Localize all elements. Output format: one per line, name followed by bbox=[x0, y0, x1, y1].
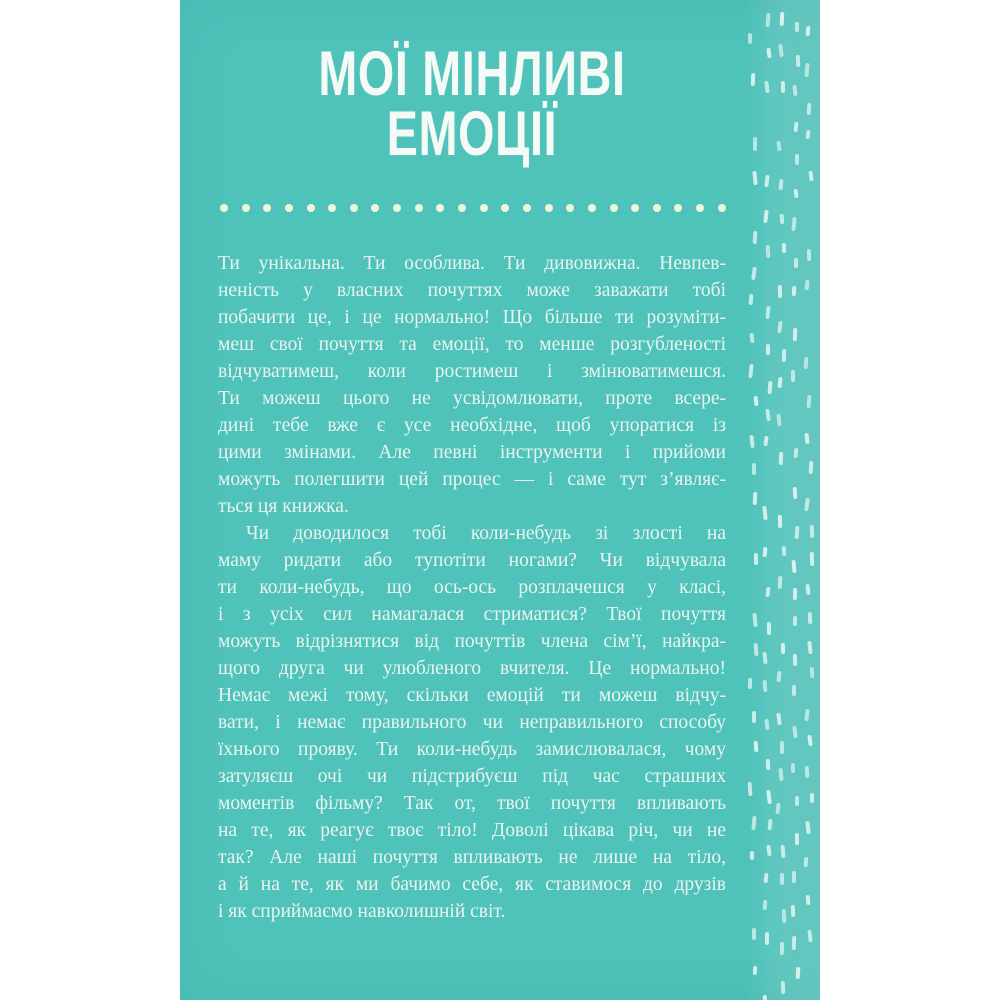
dash-mark bbox=[795, 833, 799, 845]
dash-mark bbox=[806, 894, 811, 904]
text-line: вати, і немає правильного чи неправильного способу bbox=[218, 712, 726, 733]
page-title bbox=[284, 39, 660, 169]
dash-mark bbox=[766, 622, 770, 635]
dash-mark bbox=[752, 613, 757, 627]
dash-mark bbox=[792, 286, 797, 296]
dash-mark bbox=[750, 851, 754, 860]
title-line: ЕМОЦІЇ bbox=[386, 99, 558, 169]
separator-dot bbox=[674, 204, 682, 212]
dash-mark bbox=[795, 796, 799, 806]
dash-mark bbox=[763, 547, 768, 557]
dash-mark bbox=[751, 73, 756, 86]
dash-mark bbox=[807, 640, 812, 654]
separator-dot bbox=[350, 204, 358, 212]
dash-mark bbox=[780, 873, 784, 885]
dash-mark bbox=[749, 434, 754, 447]
text-line: меш свої почуття та емоції, то менше розгубленості bbox=[218, 334, 726, 355]
separator-dot bbox=[545, 204, 553, 212]
dash-mark bbox=[765, 932, 769, 945]
dash-mark bbox=[777, 320, 783, 332]
dash-mark bbox=[778, 377, 783, 388]
separator-dot bbox=[285, 204, 293, 212]
dash-mark bbox=[762, 505, 767, 519]
dash-mark bbox=[794, 121, 799, 131]
dash-mark bbox=[791, 763, 796, 774]
separator-dot bbox=[458, 204, 466, 212]
text-line: і як сприймаємо навколишній світ. bbox=[218, 901, 506, 922]
dash-mark bbox=[763, 900, 768, 910]
text-line: Ти унікальна. Ти особлива. Ти дивовижна. Невпев- bbox=[218, 253, 726, 274]
dash-mark bbox=[778, 576, 783, 589]
text-line: цими змінами. Але певні інструменти і прийоми bbox=[218, 442, 726, 463]
dash-mark bbox=[778, 515, 782, 528]
dash-mark bbox=[780, 942, 784, 955]
dash-mark bbox=[807, 249, 811, 261]
dash-mark bbox=[763, 873, 768, 884]
dash-mark bbox=[764, 175, 770, 187]
dash-mark bbox=[776, 414, 781, 426]
dash-mark bbox=[794, 526, 799, 540]
dash-mark bbox=[765, 81, 771, 93]
dash-mark bbox=[806, 584, 811, 595]
separator-dot bbox=[307, 204, 315, 212]
text-line: маму ридати або тупотіти ногами? Чи відчувала bbox=[218, 550, 726, 571]
text-line: а й на те, як ми бачимо себе, як ставимося до друзів bbox=[218, 874, 726, 895]
dash-mark bbox=[767, 818, 772, 829]
dash-mark bbox=[807, 102, 812, 114]
dash-mark bbox=[793, 486, 798, 498]
dash-mark bbox=[752, 711, 756, 723]
dash-mark bbox=[796, 55, 800, 67]
dash-mark bbox=[777, 285, 781, 298]
dash-mark bbox=[780, 981, 785, 994]
separator-dot bbox=[480, 204, 488, 212]
separator-dot bbox=[566, 204, 574, 212]
text-line: так? Але наші почуття впливають не лише на тіло, bbox=[218, 847, 726, 868]
dash-mark bbox=[791, 560, 796, 573]
dash-mark bbox=[753, 643, 758, 656]
dash-mark bbox=[782, 243, 786, 253]
dash-mark bbox=[810, 552, 814, 566]
dash-mark bbox=[807, 735, 812, 746]
separator-dot bbox=[393, 204, 401, 212]
dash-mark bbox=[793, 588, 797, 600]
dash-mark bbox=[793, 447, 798, 457]
dash-mark bbox=[763, 210, 768, 223]
dash-mark bbox=[766, 789, 772, 803]
dash-mark bbox=[764, 719, 769, 730]
text-line: відчуватимеш, коли ростимеш і змінюватимешся. bbox=[218, 361, 726, 382]
dash-mark bbox=[792, 85, 797, 96]
separator-dot bbox=[718, 204, 726, 212]
dash-mark bbox=[805, 280, 810, 291]
dash-mark bbox=[780, 845, 785, 859]
dash-mark bbox=[792, 725, 798, 738]
separator-dot bbox=[653, 204, 661, 212]
separator-dot bbox=[588, 204, 596, 212]
dash-mark bbox=[795, 22, 799, 32]
dash-mark bbox=[795, 967, 800, 979]
separator-dot bbox=[371, 204, 379, 212]
dash-mark bbox=[810, 667, 815, 678]
dash-mark bbox=[805, 821, 811, 834]
dash-mark bbox=[780, 12, 785, 26]
dash-mark bbox=[805, 63, 810, 77]
text-line: моментів фільму? Так от, твої почуття впливають bbox=[218, 793, 726, 814]
dash-mark bbox=[808, 612, 813, 624]
separator-dot bbox=[610, 204, 618, 212]
dash-mark bbox=[804, 766, 809, 778]
dash-mark bbox=[765, 306, 770, 319]
dash-mark bbox=[753, 395, 758, 405]
dash-mark bbox=[794, 258, 798, 268]
dash-mark bbox=[752, 816, 757, 830]
dash-mark bbox=[793, 616, 797, 626]
dash-mark bbox=[776, 803, 781, 814]
dash-mark bbox=[805, 26, 810, 36]
dash-mark bbox=[793, 328, 797, 341]
paragraph bbox=[218, 520, 726, 925]
text-line: можуть полегшити цей процес — і саме тут з’являє- bbox=[218, 469, 726, 490]
text-line: побачити це, і це нормально! Що більше ти розуміти- bbox=[218, 307, 726, 328]
separator-dot bbox=[523, 204, 531, 212]
dash-mark bbox=[765, 409, 771, 421]
dash-mark bbox=[809, 793, 813, 803]
dash-mark bbox=[781, 81, 785, 93]
separator-dot bbox=[263, 204, 271, 212]
dash-mark bbox=[748, 364, 753, 378]
dash-mark bbox=[779, 452, 784, 465]
dash-mark bbox=[748, 33, 752, 44]
dash-mark bbox=[778, 768, 783, 781]
title-line: МОЇ МІНЛИВІ bbox=[318, 39, 626, 109]
dash-mark bbox=[791, 370, 795, 382]
dash-mark bbox=[764, 436, 769, 447]
text-line: на те, як реагує твоє тіло! Доволі цікава річ, чи не bbox=[218, 820, 726, 841]
dash-mark bbox=[765, 13, 770, 27]
dash-mark bbox=[808, 171, 813, 181]
body-text bbox=[218, 250, 726, 925]
book-page bbox=[180, 0, 820, 1000]
dash-mark bbox=[748, 782, 753, 796]
dash-mark bbox=[777, 141, 782, 152]
dash-mark bbox=[753, 231, 758, 244]
dash-mark bbox=[778, 179, 783, 191]
dash-mark bbox=[781, 643, 785, 654]
text-line: Чи доводилося тобі коли-небудь зі злості на bbox=[246, 523, 726, 544]
dash-mark bbox=[806, 395, 811, 408]
dash-mark bbox=[766, 587, 771, 597]
separator-dot bbox=[220, 204, 228, 212]
dash-mark bbox=[804, 432, 809, 444]
dash-mark bbox=[780, 741, 784, 754]
text-line: і з усіх сил намагалася стриматися? Твої почуття bbox=[218, 604, 726, 625]
dash-mark bbox=[752, 171, 757, 185]
dash-mark bbox=[809, 525, 814, 539]
dash-mark bbox=[804, 709, 809, 721]
dash-mark bbox=[763, 680, 768, 693]
dash-mark bbox=[752, 928, 756, 940]
dash-mark bbox=[767, 845, 772, 857]
dash-mark bbox=[763, 995, 767, 1000]
dash-mark bbox=[804, 857, 809, 867]
dash-mark bbox=[766, 48, 771, 59]
dash-mark bbox=[781, 908, 786, 922]
dash-mark bbox=[782, 349, 786, 362]
dash-mark bbox=[752, 462, 756, 474]
separator-dot bbox=[501, 204, 509, 212]
dash-mark bbox=[804, 497, 810, 510]
text-line: неність у власних почуттях може заважати тобі bbox=[218, 280, 726, 301]
separator-dot bbox=[436, 204, 444, 212]
dash-mark bbox=[791, 905, 795, 917]
dash-mark bbox=[793, 654, 797, 666]
dash-mark bbox=[808, 930, 813, 942]
text-line: їхнього прояву. Ти коли-небудь замислювалася, чому bbox=[218, 739, 726, 760]
dash-mark bbox=[776, 713, 781, 725]
text-line: затуляєш очі чи підстрибуєш під час страшних bbox=[218, 766, 726, 787]
text-line: можуть відрізнятися від почуттів члена сім’ї, найкра- bbox=[218, 631, 726, 652]
dash-mark bbox=[791, 217, 796, 231]
text-line: Немає межі тому, скільки емоцій ти можеш відчу- bbox=[218, 685, 726, 706]
dash-mark bbox=[804, 357, 809, 369]
dash-mark bbox=[765, 759, 769, 770]
text-line: Ти можеш цього не усвідомлювати, проте всере- bbox=[218, 388, 726, 409]
dash-mark bbox=[765, 245, 770, 258]
dash-mark bbox=[779, 214, 784, 225]
separator-dot bbox=[415, 204, 423, 212]
dash-mark bbox=[753, 965, 758, 974]
text-line: щого друга чи улюбленого вчителя. Це нормально! bbox=[218, 658, 726, 679]
dash-mark bbox=[792, 870, 796, 882]
dash-mark bbox=[776, 671, 781, 683]
dash-mark bbox=[791, 936, 795, 950]
dash-mark bbox=[763, 652, 768, 664]
dash-mark bbox=[781, 545, 786, 555]
dash-mark bbox=[767, 380, 772, 393]
dash-mark bbox=[749, 333, 754, 344]
paragraph bbox=[218, 250, 726, 520]
dash-pattern bbox=[746, 0, 820, 1000]
separator-dot bbox=[328, 204, 336, 212]
dotted-separator bbox=[220, 203, 726, 213]
dash-mark bbox=[809, 461, 814, 474]
dash-mark bbox=[748, 294, 753, 305]
dash-mark bbox=[751, 266, 757, 279]
dash-mark bbox=[753, 741, 758, 752]
dash-mark bbox=[794, 154, 798, 165]
dash-mark bbox=[779, 44, 784, 57]
dash-mark bbox=[754, 553, 758, 565]
text-line: ться ця книжка. bbox=[218, 496, 349, 517]
dash-mark bbox=[748, 678, 752, 689]
separator-dot bbox=[631, 204, 639, 212]
separator-dot bbox=[696, 204, 704, 212]
dash-mark bbox=[792, 685, 796, 696]
text-line: дині тебе вже є усе необхідне, щоб упоратися із bbox=[218, 415, 726, 436]
dash-mark bbox=[806, 129, 811, 139]
dash-mark bbox=[753, 492, 758, 506]
text-line: ти коли-небудь, що ось-ось розплачешся у класі, bbox=[218, 577, 726, 598]
separator-dot bbox=[242, 204, 250, 212]
dash-mark bbox=[766, 343, 770, 354]
dash-mark bbox=[753, 137, 757, 151]
dash-mark bbox=[793, 189, 798, 198]
